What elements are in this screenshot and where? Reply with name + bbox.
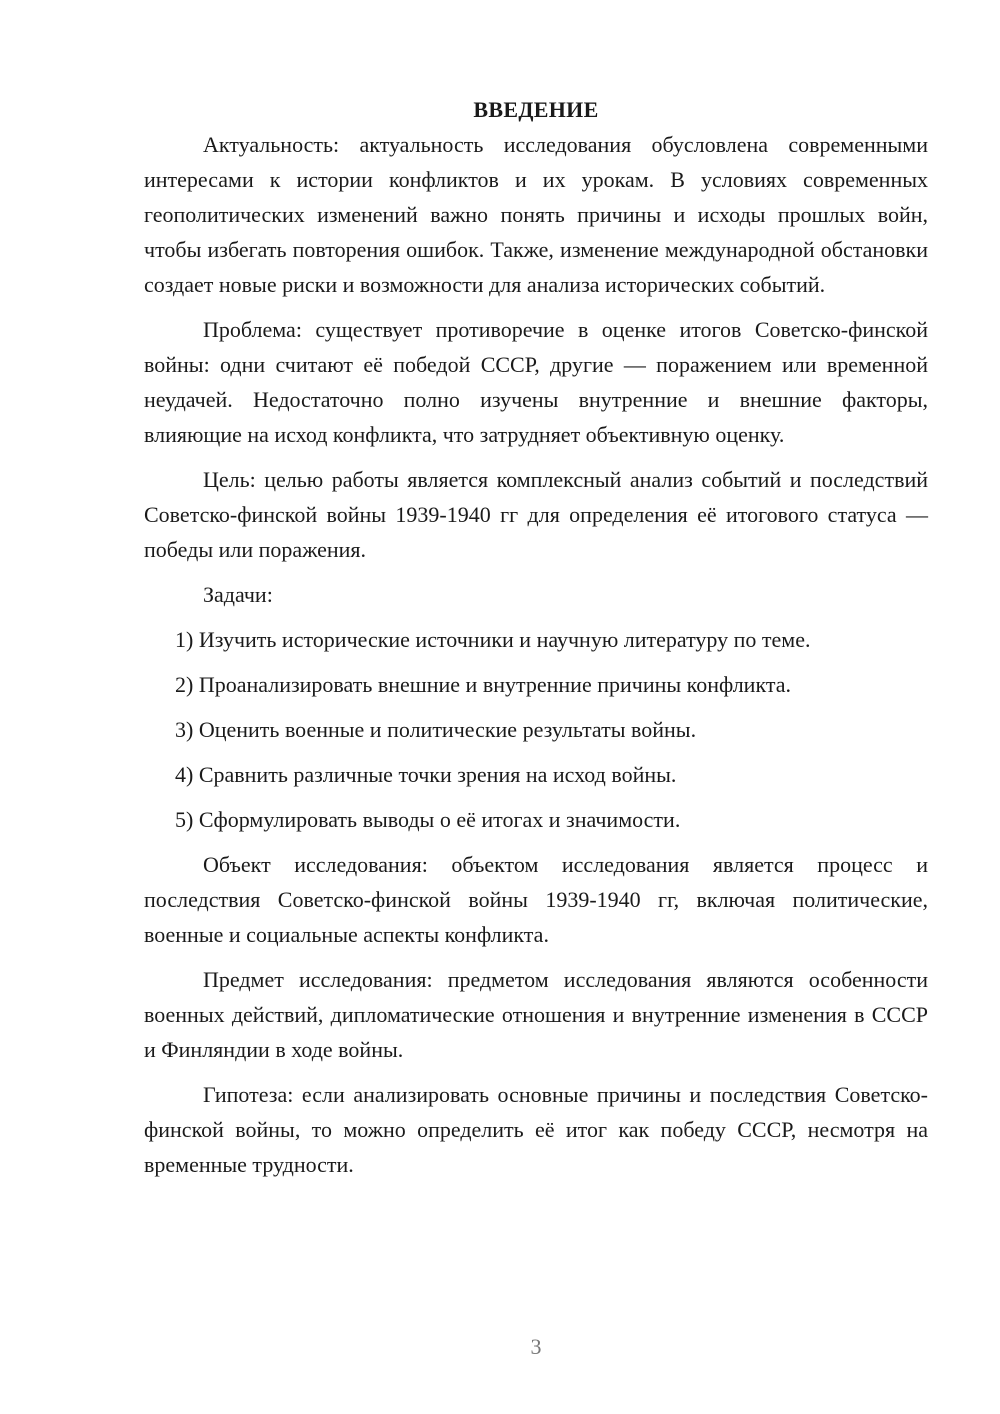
subject-paragraph: Предмет исследования: предметом исследования являются особенности военных действий, дипломатические отношения и внутренние изменения в СССР и Финляндии в ходе войны. <box>144 967 928 1062</box>
task-item: 4) Сравнить различные точки зрения на исход войны. <box>175 762 677 787</box>
task-item: 3) Оценить военные и политические результаты войны. <box>175 717 697 742</box>
goal-paragraph: Цель: целью работы является комплексный анализ событий и последствий Советско-финской войны 1939-1940 гг для определения её итогового статуса — победы или поражения. <box>144 467 928 562</box>
tasks-label: Задачи: <box>203 582 273 607</box>
task-item: 1) Изучить исторические источники и научную литературу по теме. <box>175 627 811 652</box>
page-content <box>144 92 928 1192</box>
task-item: 2) Проанализировать внешние и внутренние причины конфликта. <box>175 672 791 697</box>
hypothesis-paragraph: Гипотеза: если анализировать основные причины и последствия Советско-финской войны, то можно определить её итог как победу СССР, несмотря на временные трудности. <box>144 1082 928 1177</box>
relevance-paragraph: Актуальность: актуальность исследования обусловлена современными интересами к истории конфликтов и их урокам. В условиях современных геополитических изменений важно понять причины и исходы прошлых войн, чтобы избегать повторения ошибок. Также, изменение международной обстановки создает новые риски и возможности для анализа исторических событий. <box>144 132 928 297</box>
object-paragraph: Объект исследования: объектом исследования является процесс и последствия Советско-финской войны 1939-1940 гг, включая политические, военные и социальные аспекты конфликта. <box>144 852 928 947</box>
tasks-list <box>144 622 928 837</box>
section-heading: ВВЕДЕНИЕ <box>473 97 599 122</box>
task-item: 5) Сформулировать выводы о её итогах и значимости. <box>175 807 681 832</box>
problem-paragraph: Проблема: существует противоречие в оценке итогов Советско-финской войны: одни считают её победой СССР, другие — поражением или временной неудачей. Недостаточно полно изучены внутренние и внешние факторы, влияющие на исход конфликта, что затрудняет объективную оценку. <box>144 317 928 447</box>
page-number: 3 <box>530 1334 542 1359</box>
